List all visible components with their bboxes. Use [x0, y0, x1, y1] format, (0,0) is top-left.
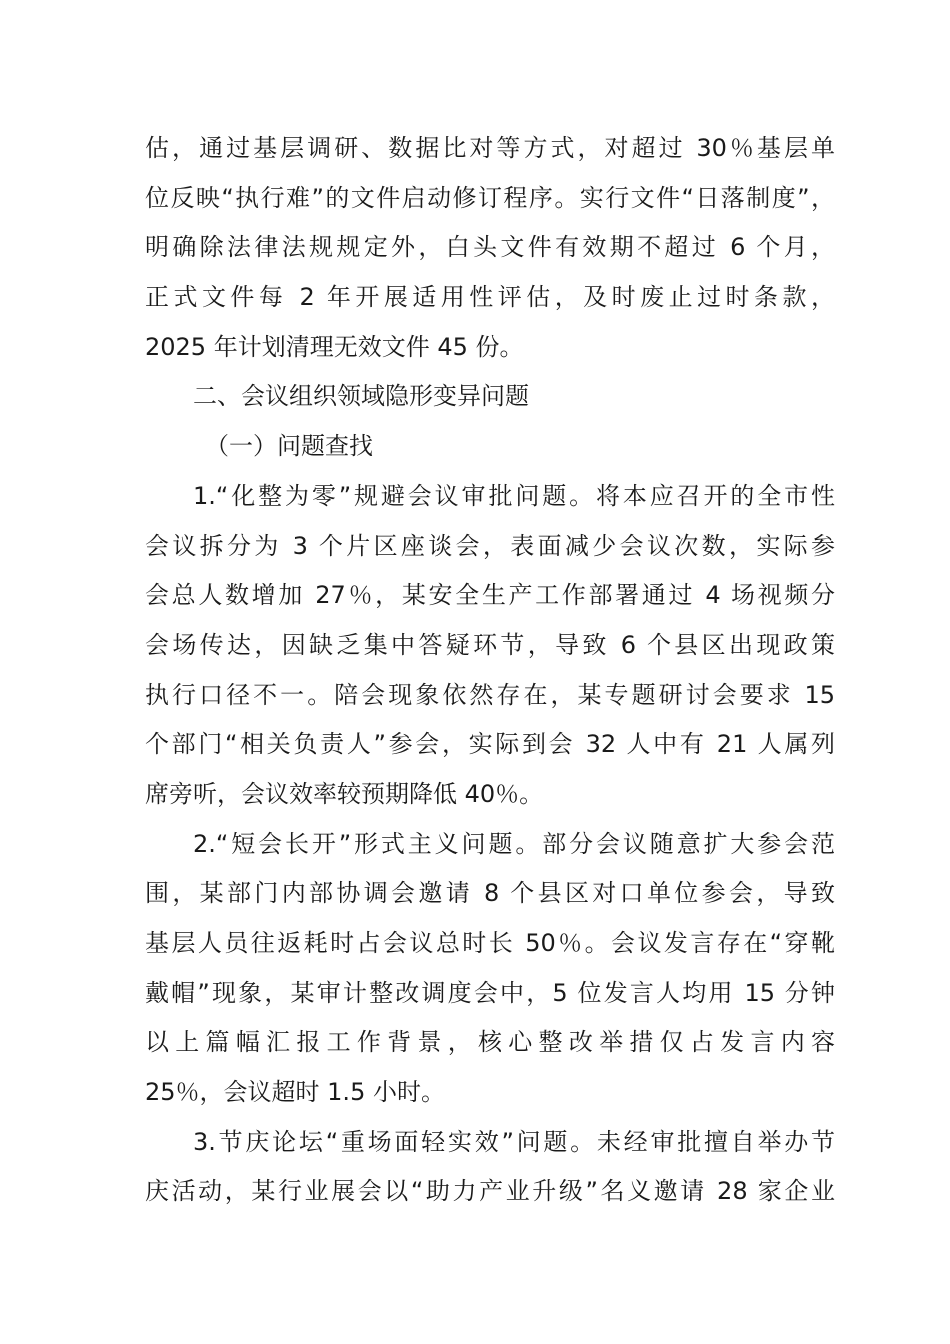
- subsection-heading: （一）问题查找: [205, 432, 373, 461]
- body-line: 以上篇幅汇报工作背景，核心整改举措仅占发言内容: [145, 1028, 835, 1057]
- body-line: 执行口径不一。陪会现象依然存在，某专题研讨会要求 15: [145, 680, 835, 709]
- body-line: 3.节庆论坛“重场面轻实效”问题。未经审批擅自举办节: [193, 1127, 835, 1156]
- body-line: 25％，会议超时 1.5 小时。: [145, 1078, 445, 1107]
- body-line: 2025 年计划清理无效文件 45 份。: [145, 332, 524, 361]
- body-line: 个部门“相关负责人”参会，实际到会 32 人中有 21 人属列: [145, 730, 835, 759]
- body-line: 基层人员往返耗时占会议总时长 50％。会议发言存在“穿靴: [145, 929, 835, 957]
- body-line: 围，某部门内部协调会邀请 8 个县区对口单位参会，导致: [145, 879, 835, 908]
- body-line: 会总人数增加 27％，某安全生产工作部署通过 4 场视频分: [145, 581, 835, 610]
- document-body: [145, 124, 835, 1217]
- body-line: 席旁听，会议效率较预期降低 40％。: [145, 779, 544, 808]
- section-heading: 二、会议组织领域隐形变异问题: [193, 382, 529, 411]
- body-line: 1.“化整为零”规避会议审批问题。将本应召开的全市性: [193, 481, 835, 510]
- body-line: 戴帽”现象，某审计整改调度会中，5 位发言人均用 15 分钟: [145, 978, 835, 1007]
- body-line: 明确除法律法规规定外，白头文件有效期不超过 6 个月，: [145, 233, 835, 262]
- body-line: 庆活动，某行业展会以“助力产业升级”名义邀请 28 家企业: [145, 1177, 835, 1206]
- body-line: 会议拆分为 3 个片区座谈会，表面减少会议次数，实际参: [145, 531, 835, 560]
- body-line: 估，通过基层调研、数据比对等方式，对超过 30％基层单: [145, 134, 835, 162]
- body-line: 正式文件每 2 年开展适用性评估，及时废止过时条款，: [145, 283, 835, 312]
- body-line: 2.“短会长开”形式主义问题。部分会议随意扩大参会范: [193, 829, 835, 858]
- body-line: 会场传达，因缺乏集中答疑环节，导致 6 个县区出现政策: [145, 630, 835, 659]
- body-line: 位反映“执行难”的文件启动修订程序。实行文件“日落制度”，: [145, 183, 835, 212]
